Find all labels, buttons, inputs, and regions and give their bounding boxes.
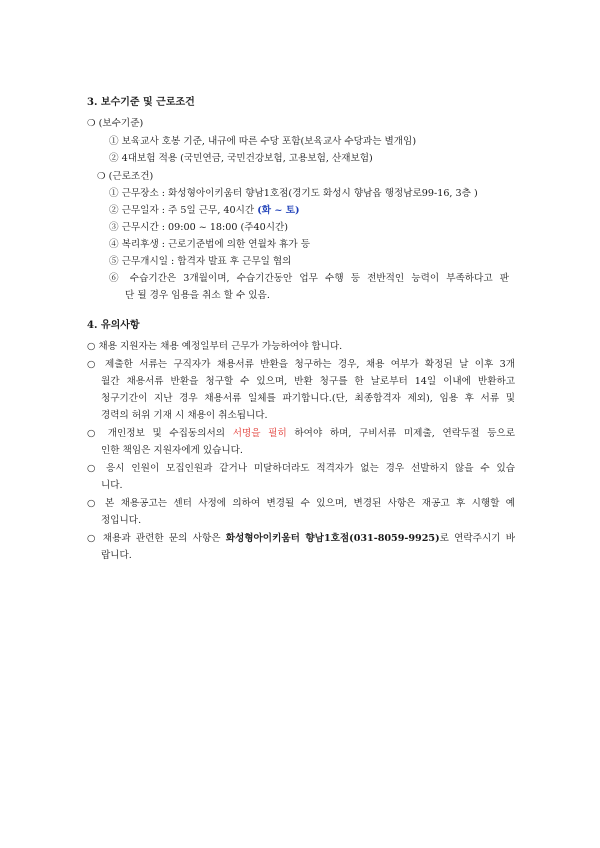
notice-6-pre: ○ 채용과 관련한 문의 사항은 <box>87 533 226 544</box>
notice-3-line-1 <box>87 427 515 441</box>
notice-4-line-2: 니다. <box>101 480 123 491</box>
pay-item-2: ② 4대보험 적용 (국민연금, 국민건강보험, 고용보험, 산재보험) <box>109 153 373 164</box>
notice-6-line-2: 랍니다. <box>101 550 132 561</box>
pay-item-1: ① 보육교사 호봉 기준, 내규에 따른 수당 포함(보육교사 수당과는 별개임) <box>109 136 417 147</box>
notice-5-text-1: ○ 본 채용공고는 센터 사정에 의하여 변경될 수 있으며, 변경된 사항은 재공고 후 시행할 예 <box>87 498 515 509</box>
work-item-4: ④ 복리후생 : 근로기준법에 의한 연월차 휴가 등 <box>109 239 310 250</box>
notice-4-line-1 <box>87 462 515 476</box>
section-3-heading: 3. 보수기준 및 근로조건 <box>87 97 195 108</box>
work-item-5: ⑤ 근무개시일 : 합격자 발표 후 근무일 협의 <box>109 256 292 267</box>
notice-6-line-1 <box>87 532 515 546</box>
pay-standard-title: ❍ (보수기준) <box>87 118 144 129</box>
notice-3-post: 하여야 하며, 구비서류 미제출, 연락두절 등으로 <box>286 428 516 439</box>
notice-3-line-2: 인한 책임은 지원자에게 있습니다. <box>101 445 243 456</box>
signature-required-highlight: 서명을 필히 <box>232 428 287 439</box>
notice-2-line-1 <box>87 358 515 372</box>
notice-2-line-3 <box>101 392 515 406</box>
notice-3-pre: ○ 개인정보 및 수집동의서의 <box>87 428 233 439</box>
work-item-6-line-2: 단 될 경우 임용을 취소 할 수 있음. <box>125 290 270 301</box>
notice-4-text-1: ○ 응시 인원이 모집인원과 같거나 미달하더라도 적격자가 없는 경우 선발하지 않을 수 있습 <box>87 463 515 474</box>
work-item-3: ③ 근무시간 : 09:00 ~ 18:00 (주40시간) <box>109 222 289 233</box>
notice-6-text-1 <box>87 532 515 546</box>
work-item-6-line-1 <box>109 272 509 286</box>
notice-5-line-1 <box>87 497 515 511</box>
work-conditions-title: ❍ (근로조건) <box>97 171 154 182</box>
notice-1: ○ 채용 지원자는 채용 예정일부터 근무가 가능하여야 합니다. <box>87 341 343 352</box>
notice-2-text-1: ○ 제출한 서류는 구직자가 채용서류 반환을 청구하는 경우, 채용 여부가 확정된 날 이후 3개 <box>87 359 515 370</box>
work-item-1: ① 근무장소 : 화성형아이키움터 향남1호점(경기도 화성시 향남읍 행정남로99-16, 3층 ) <box>109 188 478 199</box>
notice-5-line-2: 정입니다. <box>101 515 142 526</box>
section-4-heading: 4. 유의사항 <box>87 320 140 331</box>
notice-2-line-2 <box>101 375 515 389</box>
notice-2-text-2: 월간 채용서류 반환을 청구할 수 있으며, 반환 청구를 한 날로부터 14일 이내에 반환하고 <box>101 376 515 387</box>
work-item-6-text-1: ⑥ 수습기간은 3개월이며, 수습기간동안 업무 수행 등 전반적인 능력이 부족하다고 판 <box>109 273 509 284</box>
notice-2-text-3: 청구기간이 지난 경우 채용서류 일체를 파기합니다.(단, 최종합격자 제외), 임용 후 서류 및 <box>101 393 515 404</box>
notice-6-post: 로 연락주시기 바 <box>439 533 516 544</box>
work-days-highlight: (화 ~ 토) <box>257 205 300 216</box>
work-item-2-text: ② 근무일자 : 주 5일 근무, 40시간 <box>109 205 258 216</box>
work-item-2 <box>109 204 300 218</box>
notice-2-line-4: 경력의 허위 기재 시 채용이 취소됩니다. <box>101 410 268 421</box>
notice-3-text-1 <box>87 427 515 441</box>
contact-info: 화성형아이키움터 향남1호점(031-8059-9925) <box>225 533 440 544</box>
